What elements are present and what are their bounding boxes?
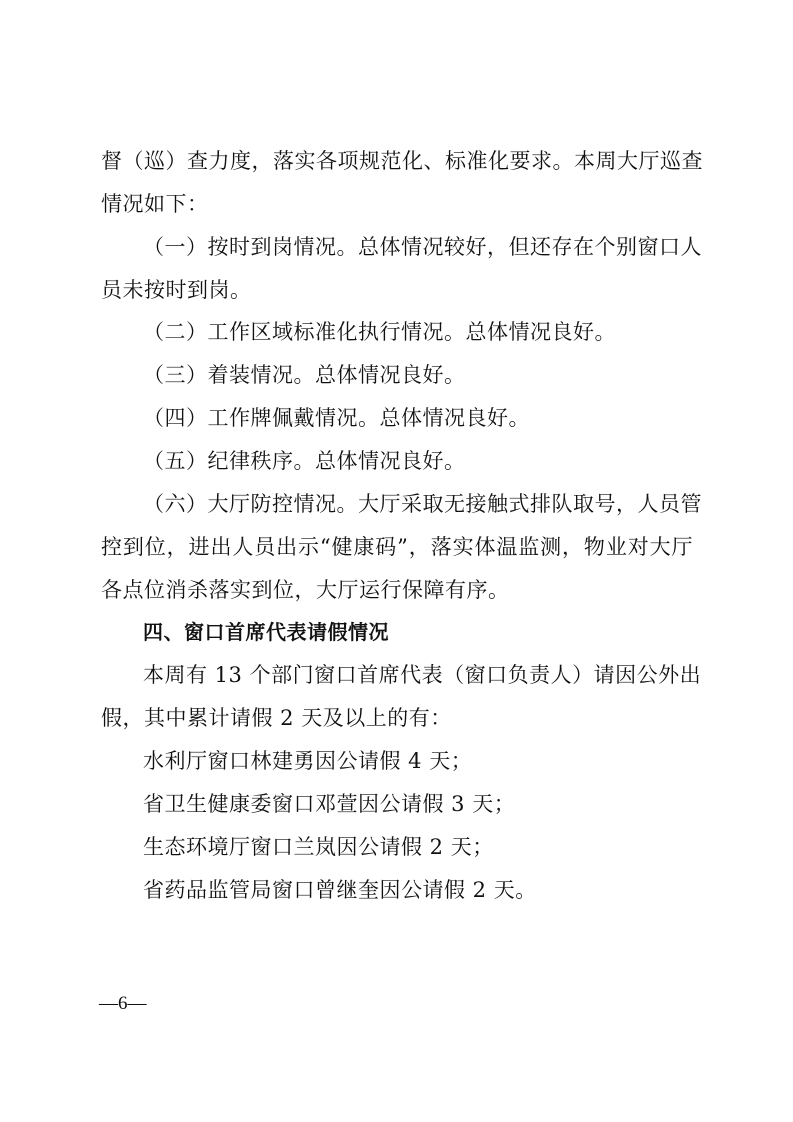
leave-summary-line-1: 本周有 13 个部门窗口首席代表（窗口负责人）请因公外出 [143,663,702,687]
item-1-line-2: 员未按时到岗。 [101,278,252,302]
item-2: （二）工作区域标准化执行情况。总体情况良好。 [143,320,616,344]
item-3: （三）着装情况。总体情况良好。 [143,363,466,387]
item-5: （五）纪律秩序。总体情况良好。 [143,449,466,473]
leave-entry-2: 省卫生健康委窗口邓萱因公请假 3 天； [143,792,516,816]
leave-entry-1: 水利厅窗口林建勇因公请假 4 天； [143,749,473,773]
item-1-line-1: （一）按时到岗情况。总体情况较好，但还存在个别窗口人 [143,235,702,259]
item-6-line-3: 各点位消杀落实到位，大厅运行保障有序。 [101,578,510,602]
leave-entry-4: 省药品监管局窗口曾继奎因公请假 2 天。 [143,878,537,902]
paragraph-line-2: 情况如下： [101,192,209,216]
item-4: （四）工作牌佩戴情况。总体情况良好。 [143,406,530,430]
item-6-line-2: 控到位，进出人员出示“健康码”，落实体温监测，物业对大厅 [101,535,693,559]
leave-summary-line-2: 假，其中累计请假 2 天及以上的有： [101,706,452,730]
item-6-line-1: （六）大厅防控情况。大厅采取无接触式排队取号，人员管 [143,492,702,516]
paragraph-line-1: 督（巡）查力度，落实各项规范化、标准化要求。本周大厅巡查 [101,149,703,173]
leave-entry-3: 生态环境厅窗口兰岚因公请假 2 天； [143,835,494,859]
page-number: —6— [99,993,147,1014]
section-heading: 四、窗口首席代表请假情况 [143,620,389,644]
